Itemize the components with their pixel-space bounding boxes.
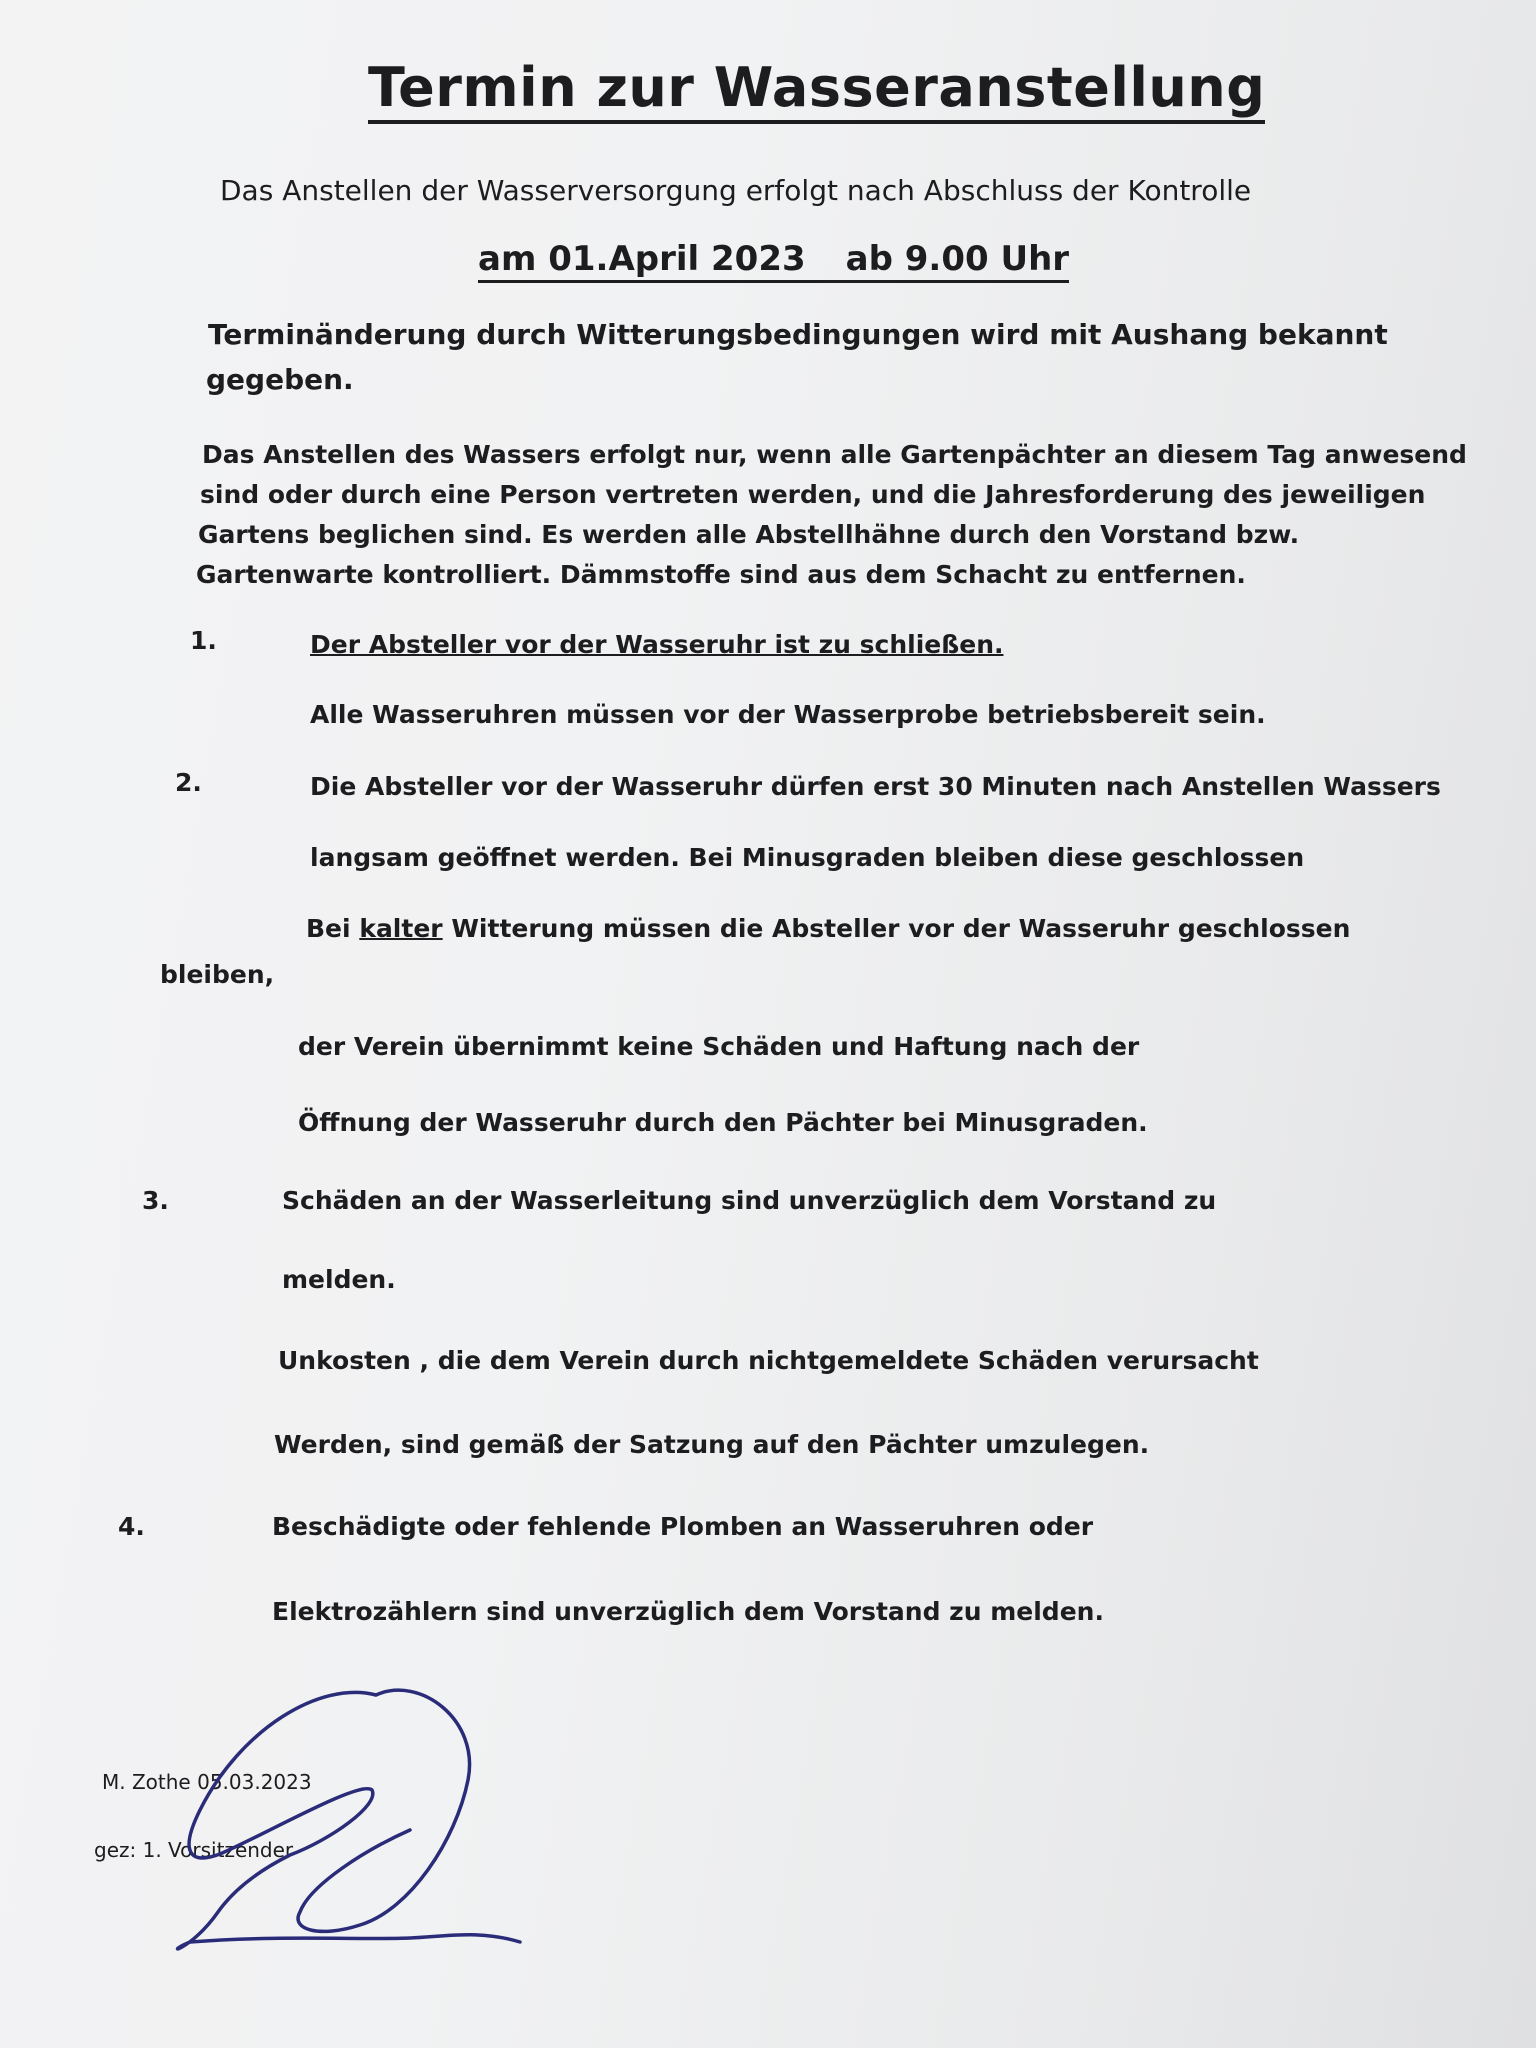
subtitle: Das Anstellen der Wasserversorgung erfolgt nach Abschluss der Kontrolle — [220, 174, 1252, 207]
item-4-line-1: Beschädigte oder fehlende Plomben an Wasseruhren oder — [272, 1512, 1094, 1541]
item-2-line-3-start: Bei — [306, 914, 351, 943]
notice-line-1: Terminänderung durch Witterungsbedingungen wird mit Aushang bekannt — [208, 318, 1388, 351]
paragraph-line-1: Das Anstellen des Wassers erfolgt nur, wenn alle Gartenpächter an diesem Tag anwesend — [202, 440, 1467, 469]
item-2-line-2: langsam geöffnet werden. Bei Minusgraden bleiben diese geschlossen — [310, 843, 1305, 872]
item-2-kalter: kalter — [359, 914, 443, 943]
item-1-number: 1. — [190, 626, 217, 655]
notice-line-2: gegeben. — [206, 363, 354, 396]
item-4-number: 4. — [118, 1512, 145, 1541]
item-3-line-2: melden. — [282, 1265, 396, 1294]
appointment-time: ab 9.00 Uhr — [845, 239, 1070, 279]
document-title: Termin zur Wasseranstellung — [368, 56, 1265, 124]
item-3-number: 3. — [142, 1186, 169, 1215]
paragraph-line-4: Gartenwarte kontrolliert. Dämmstoffe sind aus dem Schacht zu entfernen. — [196, 560, 1246, 589]
item-2-line-3 — [306, 914, 1350, 943]
item-2-line-4: bleiben, — [160, 960, 275, 989]
item-1-line-1: Der Absteller vor der Wasseruhr ist zu schließen. — [310, 630, 1004, 659]
item-3-line-4: Werden, sind gemäß der Satzung auf den Pächter umzulegen. — [274, 1430, 1150, 1459]
item-4-line-2: Elektrozählern sind unverzüglich dem Vorstand zu melden. — [272, 1597, 1104, 1626]
handwritten-signature — [160, 1680, 540, 1980]
appointment-date: am 01.April 2023 — [478, 239, 806, 279]
signature-role: gez: 1. Vorsitzender — [94, 1838, 294, 1862]
item-2-number: 2. — [175, 768, 202, 797]
signature-name-date: M. Zothe 05.03.2023 — [102, 1770, 312, 1794]
item-2-line-6: Öffnung der Wasseruhr durch den Pächter bei Minusgraden. — [298, 1108, 1148, 1137]
item-2-line-1: Die Absteller vor der Wasseruhr dürfen erst 30 Minuten nach Anstellen Wassers — [310, 772, 1441, 801]
item-3-line-1: Schäden an der Wasserleitung sind unverzüglich dem Vorstand zu — [282, 1186, 1217, 1215]
paragraph-line-3: Gartens beglichen sind. Es werden alle Abstellhähne durch den Vorstand bzw. — [198, 520, 1300, 549]
appointment-date-line — [478, 238, 1069, 283]
item-2-line-5: der Verein übernimmt keine Schäden und Haftung nach der — [298, 1032, 1140, 1061]
item-3-line-3: Unkosten , die dem Verein durch nichtgemeldete Schäden verursacht — [278, 1346, 1259, 1375]
item-1-line-2: Alle Wasseruhren müssen vor der Wasserprobe betriebsbereit sein. — [310, 700, 1266, 729]
item-2-line-3-end: Witterung müssen die Absteller vor der Wasseruhr geschlossen — [451, 914, 1351, 943]
paragraph-line-2: sind oder durch eine Person vertreten werden, und die Jahresforderung des jeweiligen — [200, 480, 1426, 509]
